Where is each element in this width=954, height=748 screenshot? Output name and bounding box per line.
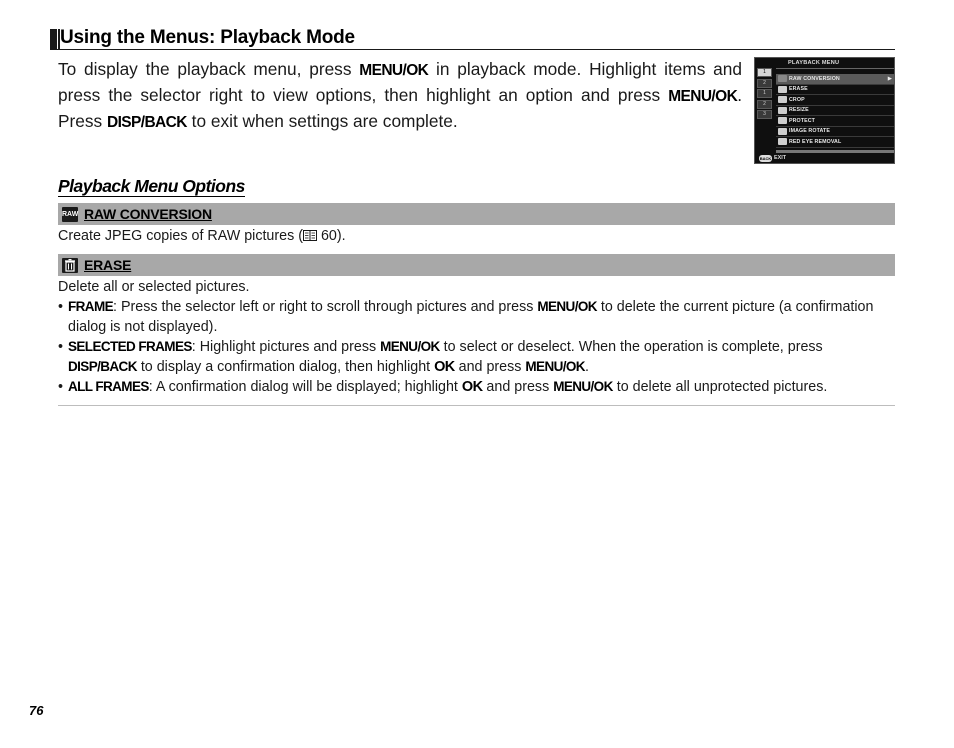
raw-icon <box>778 75 787 82</box>
disp-back-key: DISP/BACK <box>106 114 187 131</box>
protect-icon <box>778 117 787 124</box>
section-title: Playback Menu Options <box>58 176 245 196</box>
camera-tab: 1 <box>757 89 772 98</box>
rotate-icon <box>778 128 787 135</box>
erase-header <box>58 254 895 276</box>
erase-label: ERASE <box>84 257 132 273</box>
page-number: 76 <box>29 703 44 718</box>
camera-tab: 3 <box>757 110 772 119</box>
menu-ok-key: MENU/OK <box>359 62 429 79</box>
camera-menu-item: RAW CONVERSION ▶ <box>776 74 894 85</box>
camera-tab: 2 <box>757 79 772 88</box>
list-item: • FRAME: Press the selector left or right to scroll through pictures and press MENU/OK to delete the current picture (a confirmation dialog is not displayed). <box>58 297 895 337</box>
camera-tab: 2 <box>757 100 772 109</box>
red-eye-icon <box>778 138 787 145</box>
ok-key: OK <box>461 379 483 395</box>
intro-paragraph: To display the playback menu, press MENU/OK in playback mode. Highlight items and press the selector right to view options, then highlight an option and press MENU/OK. Press DISP/BACK to exit when settings are complete. <box>58 59 743 131</box>
list-item: • SELECTED FRAMES: Highlight pictures and press MENU/OK to select or deselect. When the operation is complete, press DISP/BACK to display a confirmation dialog, then highlight OK and press MENU/OK. <box>58 337 895 377</box>
raw-conversion-label: RAW CONVERSION <box>84 206 212 222</box>
raw-icon: RAW <box>62 207 78 222</box>
camera-tab: 1 <box>757 68 772 77</box>
ok-key: OK <box>434 359 455 375</box>
camera-menu-item: IMAGE ROTATE <box>776 127 894 138</box>
camera-menu-item: PROTECT <box>776 116 894 127</box>
camera-screen-illustration <box>754 57 895 164</box>
erase-icon <box>778 86 787 93</box>
erase-description: Delete all or selected pictures. <box>58 279 250 295</box>
camera-scrollbar <box>776 150 894 153</box>
menu-ok-key: MENU/OK <box>525 359 585 374</box>
menu-ok-key: MENU/OK <box>553 379 613 394</box>
menu-ok-key: MENU/OK <box>380 339 440 354</box>
page-reference-icon <box>303 230 317 241</box>
camera-menu-item: ERASE <box>776 85 894 96</box>
camera-menu-item: RED EYE REMOVAL <box>776 137 894 148</box>
disp-back-key: DISP/BACK <box>68 359 137 374</box>
list-item: • ALL FRAMES: A confirmation dialog will be displayed; highlight OK and press MENU/OK to delete all unprotected pictures. <box>58 377 895 397</box>
camera-menu-item: RESIZE <box>776 106 894 117</box>
back-button-icon: BACK <box>759 156 772 161</box>
section-divider <box>58 405 895 406</box>
camera-divider <box>776 68 894 69</box>
raw-conversion-description: Create JPEG copies of RAW pictures ( 60). <box>58 228 346 244</box>
crop-icon <box>778 96 787 103</box>
erase-options-list <box>58 297 895 397</box>
raw-conversion-header <box>58 203 895 225</box>
chevron-right-icon: ▶ <box>887 76 892 82</box>
all-frames-term: ALL FRAMES <box>68 379 149 394</box>
trash-icon <box>62 258 78 273</box>
menu-ok-key: MENU/OK <box>537 299 597 314</box>
page-title: Using the Menus: Playback Mode <box>60 27 355 48</box>
menu-ok-key: MENU/OK <box>668 88 738 105</box>
page-heading <box>50 26 895 50</box>
selected-frames-term: SELECTED FRAMES <box>68 339 192 354</box>
resize-icon <box>778 107 787 114</box>
camera-menu-item: CROP <box>776 95 894 106</box>
camera-menu-list <box>776 74 894 148</box>
camera-menu-title: PLAYBACK MENU <box>788 60 840 66</box>
frame-term: FRAME <box>68 299 113 314</box>
camera-menu-tabs <box>757 68 774 121</box>
heading-marker <box>50 29 57 49</box>
camera-exit-label: EXIT <box>774 155 786 161</box>
